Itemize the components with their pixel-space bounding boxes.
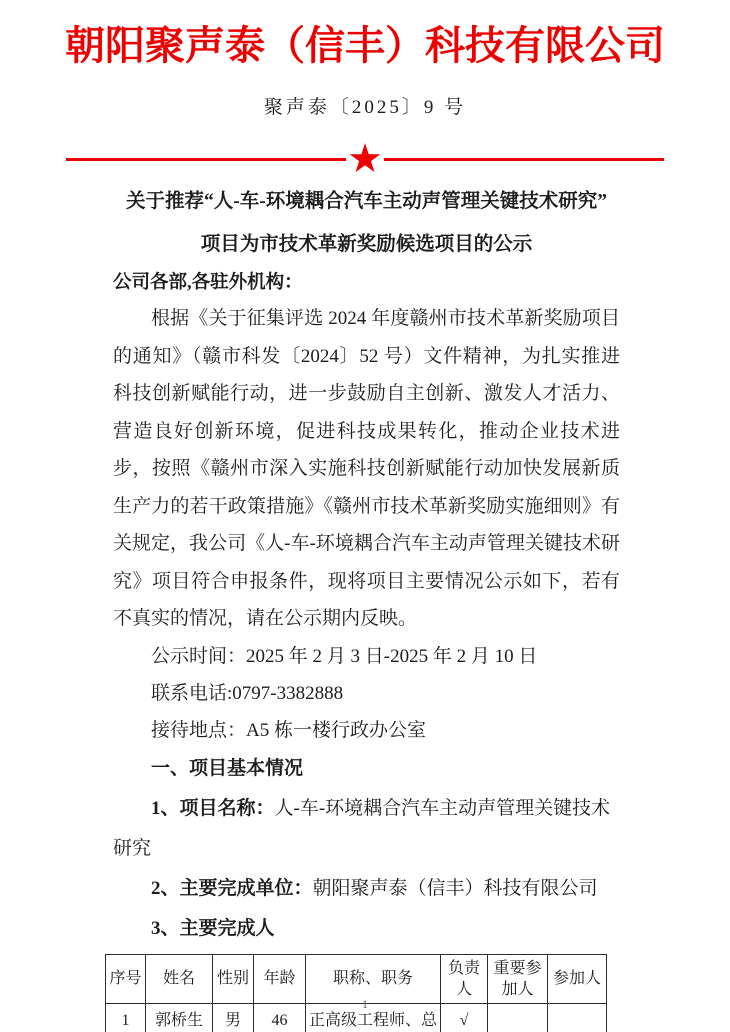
- completers-table: [105, 954, 607, 1032]
- cell-name: 郭桥生: [146, 1003, 213, 1032]
- item-main-completers: [113, 909, 620, 949]
- col-header-index: 序号: [106, 954, 146, 1003]
- doc-number: 聚声泰〔2025〕9 号: [263, 97, 467, 118]
- document-title-line1: 关于推荐“人-车-环境耦合汽车主动声管理关键技术研究”: [126, 191, 607, 212]
- item2-label: 2、主要完成单位：: [151, 877, 313, 899]
- item2-value: 朝阳聚声泰（信丰）科技有限公司: [312, 877, 598, 899]
- cell-title: 正高级工程师、总: [306, 1003, 441, 1032]
- item1-value: 人-车-环境耦合汽车主动声管理关键技术研究: [113, 797, 611, 859]
- section1-heading: 一、项目基本情况: [151, 757, 304, 779]
- cell-gender: 男: [213, 1003, 254, 1032]
- item1-label: 1、项目名称：: [151, 797, 275, 819]
- item-project-name: [113, 789, 620, 869]
- cell-leader-checkmark: √: [441, 1003, 488, 1032]
- document-title: [113, 180, 620, 266]
- document-header: [0, 0, 730, 180]
- publicity-time: 公示时间：2025 年 2 月 3 日-2025 年 2 月 10 日: [151, 645, 538, 667]
- star-icon: ★: [347, 136, 383, 182]
- col-header-leader: 负责人: [441, 954, 488, 1003]
- body-paragraph: 根据《关于征集评选 2024 年度赣州市技术革新奖励项目的通知》（赣市科发〔2024〕52 号）文件精神，为扎实推进科技创新赋能行动，进一步鼓励自主创新、激发人才活力、营造良好创新环境，促进科技成果转化，推动企业技术进步，按照《赣州市深入实施科技创新赋能行动加快发展新质生产力的若干政策措施》《赣州市技术革新奖励实施细则》有关规定，我公司《人-车-环境耦合汽车主动声管理关键技术研究》项目符合申报条件，现将项目主要情况公示如下，若有不真实的情况，请在公示期内反映。: [113, 308, 620, 629]
- page-number: 1: [362, 997, 368, 1011]
- salutation: 公司各部,各驻外机构：: [113, 273, 303, 293]
- col-header-title: 职称、职务: [306, 954, 441, 1003]
- red-divider: [66, 138, 664, 180]
- reception-place: 接待地点：A5 栋一楼行政办公室: [151, 719, 426, 741]
- cell-age: 46: [254, 1003, 306, 1032]
- cell-index: 1: [106, 1003, 146, 1032]
- divider-line-right: [384, 158, 664, 161]
- col-header-gender: 性别: [213, 954, 254, 1003]
- col-header-age: 年龄: [254, 954, 306, 1003]
- document-content: [109, 180, 620, 1032]
- table-header-row: [106, 954, 607, 1003]
- item-main-unit: [113, 869, 620, 909]
- col-header-name: 姓名: [146, 954, 213, 1003]
- col-header-participant: 参加人: [548, 954, 607, 1003]
- company-name: 朝阳聚声泰（信丰）科技有限公司: [65, 23, 665, 68]
- col-header-key-participant: 重要参加人: [488, 954, 548, 1003]
- divider-line-left: [66, 158, 346, 161]
- contact-phone: 联系电话:0797-3382888: [151, 682, 344, 704]
- item3-label: 3、主要完成人: [151, 917, 275, 939]
- document-title-line2: 项目为市技术革新奖励候选项目的公示: [200, 234, 533, 255]
